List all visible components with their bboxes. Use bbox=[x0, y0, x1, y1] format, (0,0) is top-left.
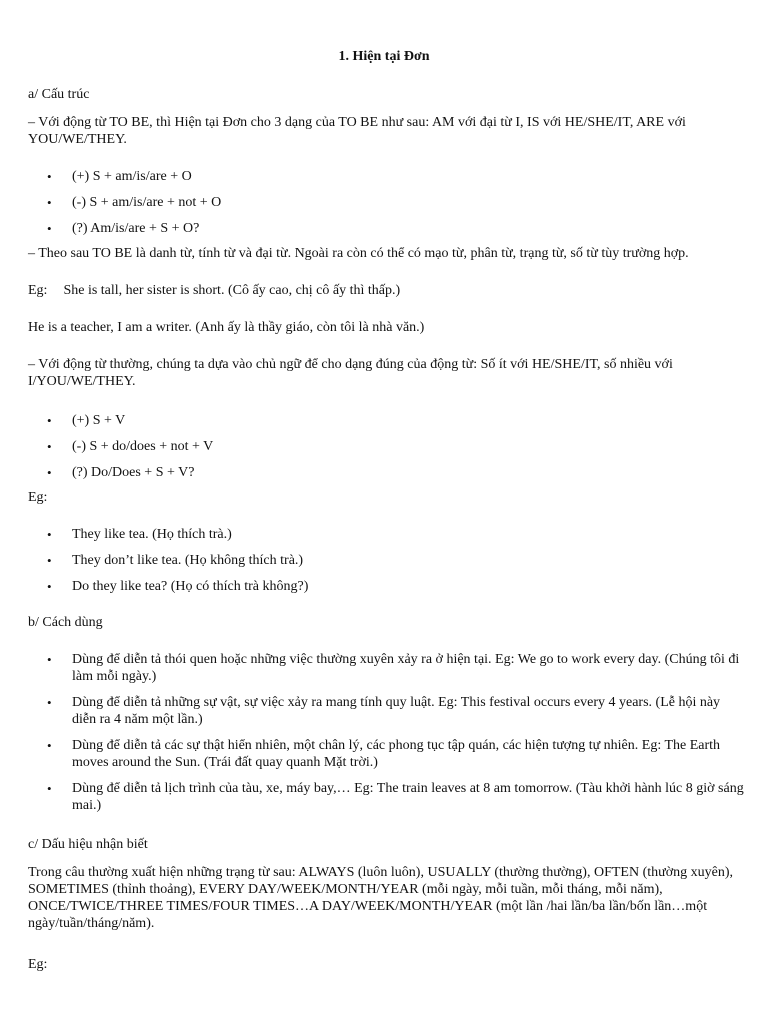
example-label: Eg: bbox=[28, 957, 48, 972]
example-label: Eg: bbox=[28, 490, 48, 505]
list-item: • Dùng để diễn tả thói quen hoặc những việc thường xuyên xảy ra ở hiện tại. Eg: We go to work every day. (Chúng tôi đi làm mỗi ngày.) bbox=[28, 651, 744, 694]
example-2: He is a teacher, I am a writer. (Anh ấy là thầy giáo, còn tôi là nhà văn.) bbox=[28, 320, 425, 335]
list-item: • (?) Do/Does + S + V? bbox=[28, 464, 744, 490]
list-item: • Dùng để diễn tả những sự vật, sự việc xảy ra mang tính quy luật. Eg: This festival occurs every 4 years. (Lễ hội này diễn ra 4 năm một lần.) bbox=[28, 694, 744, 737]
section-a-heading: a/ Cấu trúc bbox=[28, 87, 90, 102]
list-item: • (?) Am/is/are + S + O? bbox=[28, 220, 744, 246]
examples-list bbox=[28, 526, 744, 604]
verb-intro-paragraph: – Với động từ thường, chúng ta dựa vào chủ ngữ để cho dạng đúng của động từ: Số ít với HE/SHE/IT, số nhiều với I/YOU/WE/THEY. bbox=[28, 357, 673, 389]
list-item: • (+) S + V bbox=[28, 412, 744, 438]
tobe-after-paragraph: – Theo sau TO BE là danh từ, tính từ và đại từ. Ngoài ra còn có thể có mạo từ, phân từ, trạng từ, số từ tùy trường hợp. bbox=[28, 246, 689, 261]
list-item: • They don’t like tea. (Họ không thích trà.) bbox=[28, 552, 744, 578]
page-title: 1. Hiện tại Đơn bbox=[338, 49, 430, 64]
uses-list bbox=[28, 651, 744, 823]
section-c-paragraph: Trong câu thường xuất hiện những trạng từ sau: ALWAYS (luôn luôn), USUALLY (thường thường), OFTEN (thường xuyên), SOMETIMES (thỉnh thoảng), EVERY DAY/WEEK/MONTH/YEAR (mỗi ngày, mỗi tuần, mỗi tháng, mỗi năm), ONCE/TWICE/THREE TIMES/FOUR TIMES…A DAY/WEEK/MONTH/YEAR (một lần /hai lần/ba lần/bốn lần…một ngày/tuần/tháng/năm). bbox=[28, 865, 733, 931]
list-item: • Do they like tea? (Họ có thích trà không?) bbox=[28, 578, 744, 604]
tobe-intro-paragraph: – Với động từ TO BE, thì Hiện tại Đơn cho 3 dạng của TO BE như sau: AM với đại từ I, IS với HE/SHE/IT, ARE với YOU/WE/THEY. bbox=[28, 115, 686, 147]
example-text: She is tall, her sister is short. (Cô ấy cao, chị cô ấy thì thấp.) bbox=[63, 283, 401, 298]
list-item: • They like tea. (Họ thích trà.) bbox=[28, 526, 744, 552]
list-item: • (+) S + am/is/are + O bbox=[28, 168, 744, 194]
list-item: • (-) S + am/is/are + not + O bbox=[28, 194, 744, 220]
tobe-forms-list bbox=[28, 168, 744, 246]
section-c-heading: c/ Dấu hiệu nhận biết bbox=[28, 837, 148, 852]
list-item: • Dùng để diễn tả các sự thật hiển nhiên, một chân lý, các phong tục tập quán, các hiện tượng tự nhiên. Eg: The Earth moves around the Sun. (Trái đất quay quanh Mặt trời.) bbox=[28, 737, 744, 780]
section-b-heading: b/ Cách dùng bbox=[28, 615, 103, 630]
verb-forms-list bbox=[28, 412, 744, 490]
list-item: • Dùng để diễn tả lịch trình của tàu, xe, máy bay,… Eg: The train leaves at 8 am tomorrow. (Tàu khởi hành lúc 8 giờ sáng mai.) bbox=[28, 780, 744, 823]
example-1 bbox=[28, 282, 744, 299]
list-item: • (-) S + do/does + not + V bbox=[28, 438, 744, 464]
example-label: Eg: bbox=[28, 283, 48, 298]
